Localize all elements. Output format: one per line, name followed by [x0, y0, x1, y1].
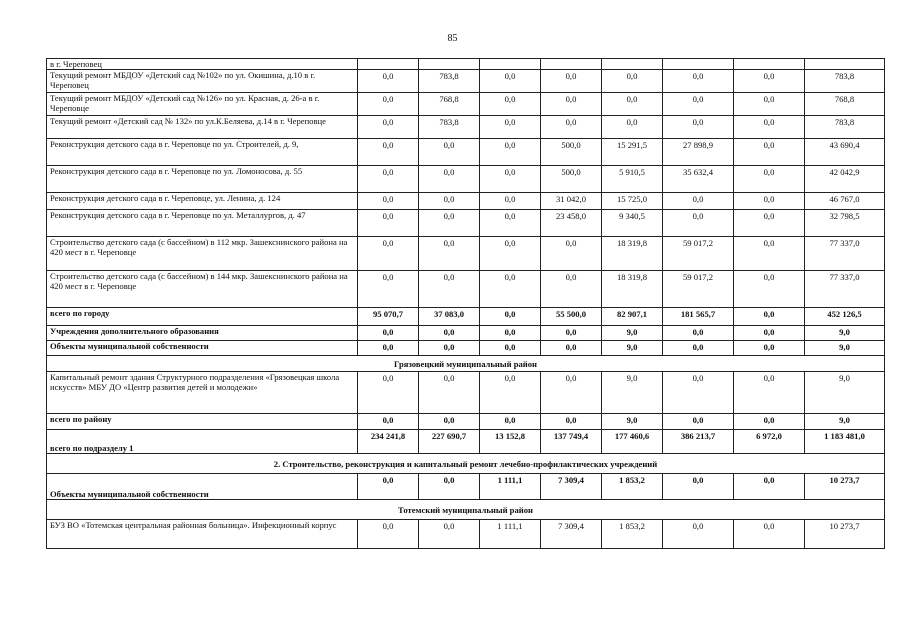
value-cell: 500,0	[541, 166, 602, 193]
value-cell: 768,8	[805, 93, 885, 116]
value-cell: 0,0	[480, 326, 541, 341]
value-cell: 0,0	[602, 70, 663, 93]
value-cell: 0,0	[358, 70, 419, 93]
value-cell: 0,0	[602, 93, 663, 116]
table-row	[47, 237, 885, 271]
value-cell	[602, 59, 663, 70]
value-cell: 0,0	[419, 166, 480, 193]
value-cell: 0,0	[358, 237, 419, 271]
table-row	[47, 326, 885, 341]
value-cell: 783,8	[805, 116, 885, 139]
value-cell: 42 042,9	[805, 166, 885, 193]
value-cell: 0,0	[663, 210, 734, 237]
value-cell: 77 337,0	[805, 271, 885, 308]
value-cell: 783,8	[419, 70, 480, 93]
value-cell: 0,0	[419, 474, 480, 500]
section-row	[47, 500, 885, 520]
value-cell: 0,0	[734, 70, 805, 93]
value-cell: 0,0	[480, 372, 541, 414]
value-cell: 0,0	[734, 326, 805, 341]
value-cell: 0,0	[734, 271, 805, 308]
row-name-cell: БУЗ ВО «Тотемская центральная районная больница». Инфекционный корпус	[47, 520, 358, 549]
value-cell: 0,0	[541, 116, 602, 139]
value-cell: 9,0	[805, 326, 885, 341]
value-cell: 500,0	[541, 139, 602, 166]
value-cell: 0,0	[480, 116, 541, 139]
value-cell: 227 690,7	[419, 430, 480, 454]
value-cell: 1 183 481,0	[805, 430, 885, 454]
row-name-cell: Реконструкция детского сада в г. Череповце по ул. Металлургов, д. 47	[47, 210, 358, 237]
value-cell: 0,0	[541, 93, 602, 116]
value-cell: 18 319,8	[602, 271, 663, 308]
value-cell: 0,0	[734, 520, 805, 549]
value-cell: 0,0	[734, 193, 805, 210]
value-cell: 95 070,7	[358, 308, 419, 326]
row-name-cell: Учреждения дополнительного образования	[47, 326, 358, 341]
section-row	[47, 356, 885, 372]
table-row	[47, 193, 885, 210]
value-cell: 0,0	[358, 210, 419, 237]
value-cell: 768,8	[419, 93, 480, 116]
value-cell: 0,0	[358, 116, 419, 139]
value-cell: 35 632,4	[663, 166, 734, 193]
value-cell: 0,0	[419, 139, 480, 166]
value-cell: 0,0	[419, 520, 480, 549]
value-cell: 5 910,5	[602, 166, 663, 193]
value-cell: 0,0	[663, 341, 734, 356]
value-cell: 0,0	[480, 166, 541, 193]
table-row	[47, 308, 885, 326]
value-cell: 0,0	[734, 93, 805, 116]
table-row	[47, 210, 885, 237]
value-cell: 0,0	[663, 520, 734, 549]
value-cell: 9,0	[805, 414, 885, 430]
value-cell: 46 767,0	[805, 193, 885, 210]
section-title: 2. Строительство, реконструкция и капитальный ремонт лечебно-профилактических учреждений	[47, 454, 885, 474]
row-name-cell: Строительство детского сада (с бассейном) в 144 мкр. Зашекснинского района на 420 мест в г. Череповце	[47, 271, 358, 308]
value-cell: 0,0	[541, 237, 602, 271]
value-cell: 0,0	[663, 116, 734, 139]
budget-table	[46, 58, 885, 549]
table-row	[47, 372, 885, 414]
row-name-cell: Реконструкция детского сада в г. Череповце, ул. Ленина, д. 124	[47, 193, 358, 210]
value-cell: 0,0	[480, 139, 541, 166]
value-cell: 0,0	[734, 116, 805, 139]
value-cell: 0,0	[734, 308, 805, 326]
value-cell: 452 126,5	[805, 308, 885, 326]
value-cell	[541, 59, 602, 70]
value-cell: 1 111,1	[480, 474, 541, 500]
value-cell: 0,0	[734, 341, 805, 356]
value-cell: 0,0	[541, 414, 602, 430]
table-row	[47, 70, 885, 93]
value-cell: 9,0	[805, 341, 885, 356]
value-cell: 386 213,7	[663, 430, 734, 454]
section-title: Тотемский муниципальный район	[47, 500, 885, 520]
value-cell: 0,0	[358, 414, 419, 430]
value-cell: 27 898,9	[663, 139, 734, 166]
value-cell: 0,0	[734, 210, 805, 237]
table-row	[47, 166, 885, 193]
row-name-cell: Текущий ремонт МБДОУ «Детский сад №126» по ул. Красная, д. 26-а в г. Череповце	[47, 93, 358, 116]
value-cell: 0,0	[419, 326, 480, 341]
value-cell: 0,0	[419, 372, 480, 414]
value-cell: 0,0	[358, 139, 419, 166]
value-cell: 37 083,0	[419, 308, 480, 326]
row-name-cell: Объекты муниципальной собственности	[47, 474, 358, 500]
value-cell: 0,0	[358, 193, 419, 210]
value-cell: 0,0	[734, 237, 805, 271]
value-cell: 9 340,5	[602, 210, 663, 237]
page-number: 85	[447, 33, 458, 44]
value-cell: 177 460,6	[602, 430, 663, 454]
value-cell	[663, 59, 734, 70]
value-cell: 0,0	[541, 326, 602, 341]
value-cell: 0,0	[663, 474, 734, 500]
value-cell: 0,0	[602, 116, 663, 139]
value-cell: 9,0	[602, 414, 663, 430]
value-cell: 9,0	[805, 372, 885, 414]
value-cell: 1 853,2	[602, 520, 663, 549]
value-cell: 0,0	[419, 341, 480, 356]
row-name-cell: всего по району	[47, 414, 358, 430]
value-cell: 0,0	[480, 70, 541, 93]
table-row	[47, 414, 885, 430]
value-cell: 0,0	[663, 326, 734, 341]
value-cell: 0,0	[419, 210, 480, 237]
table-row	[47, 93, 885, 116]
value-cell: 0,0	[734, 139, 805, 166]
value-cell	[734, 59, 805, 70]
value-cell: 0,0	[358, 372, 419, 414]
value-cell: 0,0	[480, 308, 541, 326]
table-body	[47, 59, 885, 549]
row-name-cell: всего по городу	[47, 308, 358, 326]
table-row	[47, 139, 885, 166]
value-cell: 32 798,5	[805, 210, 885, 237]
value-cell: 55 500,0	[541, 308, 602, 326]
value-cell: 0,0	[480, 237, 541, 271]
value-cell: 82 907,1	[602, 308, 663, 326]
value-cell	[480, 59, 541, 70]
value-cell: 0,0	[358, 474, 419, 500]
value-cell: 0,0	[480, 193, 541, 210]
table-row	[47, 430, 885, 454]
value-cell: 59 017,2	[663, 271, 734, 308]
row-name-cell: Реконструкция детского сада в г. Череповце по ул. Строителей, д. 9,	[47, 139, 358, 166]
value-cell: 7 309,4	[541, 520, 602, 549]
row-name-cell: Текущий ремонт «Детский сад № 132» по ул.К.Беляева, д.14 в г. Череповце	[47, 116, 358, 139]
value-cell: 0,0	[541, 341, 602, 356]
value-cell: 13 152,8	[480, 430, 541, 454]
row-name-cell: Текущий ремонт МБДОУ «Детский сад №102» по ул. Окишина, д.10 в г. Череповец	[47, 70, 358, 93]
value-cell	[805, 59, 885, 70]
value-cell: 783,8	[805, 70, 885, 93]
value-cell: 0,0	[734, 372, 805, 414]
value-cell: 23 458,0	[541, 210, 602, 237]
value-cell: 10 273,7	[805, 520, 885, 549]
value-cell: 9,0	[602, 341, 663, 356]
value-cell: 0,0	[734, 166, 805, 193]
table-row	[47, 520, 885, 549]
value-cell: 0,0	[734, 414, 805, 430]
row-name-cell: Капитальный ремонт здания Структурного подразделения «Грязовецкая школа искусств» МБУ ДО «Центр развития детей и молодежи»	[47, 372, 358, 414]
value-cell: 0,0	[734, 474, 805, 500]
row-name-cell: всего по подразделу 1	[47, 430, 358, 454]
table-row	[47, 59, 885, 70]
value-cell: 0,0	[663, 93, 734, 116]
value-cell: 9,0	[602, 326, 663, 341]
value-cell: 0,0	[480, 341, 541, 356]
value-cell: 10 273,7	[805, 474, 885, 500]
value-cell	[358, 59, 419, 70]
table-row	[47, 341, 885, 356]
value-cell: 0,0	[358, 341, 419, 356]
value-cell: 1 111,1	[480, 520, 541, 549]
value-cell: 0,0	[419, 414, 480, 430]
section-title: Грязовецкий муниципальный район	[47, 356, 885, 372]
value-cell	[419, 59, 480, 70]
value-cell: 0,0	[358, 271, 419, 308]
value-cell: 783,8	[419, 116, 480, 139]
value-cell: 0,0	[358, 166, 419, 193]
value-cell: 0,0	[663, 193, 734, 210]
value-cell: 0,0	[358, 520, 419, 549]
value-cell: 15 725,0	[602, 193, 663, 210]
value-cell: 181 565,7	[663, 308, 734, 326]
value-cell: 234 241,8	[358, 430, 419, 454]
value-cell: 0,0	[480, 414, 541, 430]
value-cell: 0,0	[419, 193, 480, 210]
row-name-cell: Строительство детского сада (с бассейном) в 112 мкр. Зашекснинского района на 420 мест в г. Череповце	[47, 237, 358, 271]
value-cell: 6 972,0	[734, 430, 805, 454]
value-cell: 0,0	[419, 271, 480, 308]
value-cell: 0,0	[663, 372, 734, 414]
value-cell: 0,0	[541, 372, 602, 414]
value-cell: 77 337,0	[805, 237, 885, 271]
value-cell: 0,0	[663, 70, 734, 93]
value-cell: 0,0	[358, 326, 419, 341]
table-row	[47, 271, 885, 308]
row-name-cell: Объекты муниципальной собственности	[47, 341, 358, 356]
value-cell: 18 319,8	[602, 237, 663, 271]
value-cell: 1 853,2	[602, 474, 663, 500]
value-cell: 0,0	[480, 93, 541, 116]
value-cell: 0,0	[541, 70, 602, 93]
value-cell: 0,0	[480, 210, 541, 237]
value-cell: 0,0	[358, 93, 419, 116]
value-cell: 137 749,4	[541, 430, 602, 454]
value-cell: 31 042,0	[541, 193, 602, 210]
value-cell: 9,0	[602, 372, 663, 414]
value-cell: 0,0	[541, 271, 602, 308]
table-row	[47, 474, 885, 500]
row-name-cell: в г. Череповец	[47, 59, 358, 70]
value-cell: 15 291,5	[602, 139, 663, 166]
value-cell: 0,0	[663, 414, 734, 430]
table-row	[47, 116, 885, 139]
value-cell: 43 690,4	[805, 139, 885, 166]
value-cell: 7 309,4	[541, 474, 602, 500]
section-row	[47, 454, 885, 474]
value-cell: 0,0	[480, 271, 541, 308]
value-cell: 59 017,2	[663, 237, 734, 271]
row-name-cell: Реконструкция детского сада в г. Череповце по ул. Ломоносова, д. 55	[47, 166, 358, 193]
value-cell: 0,0	[419, 237, 480, 271]
